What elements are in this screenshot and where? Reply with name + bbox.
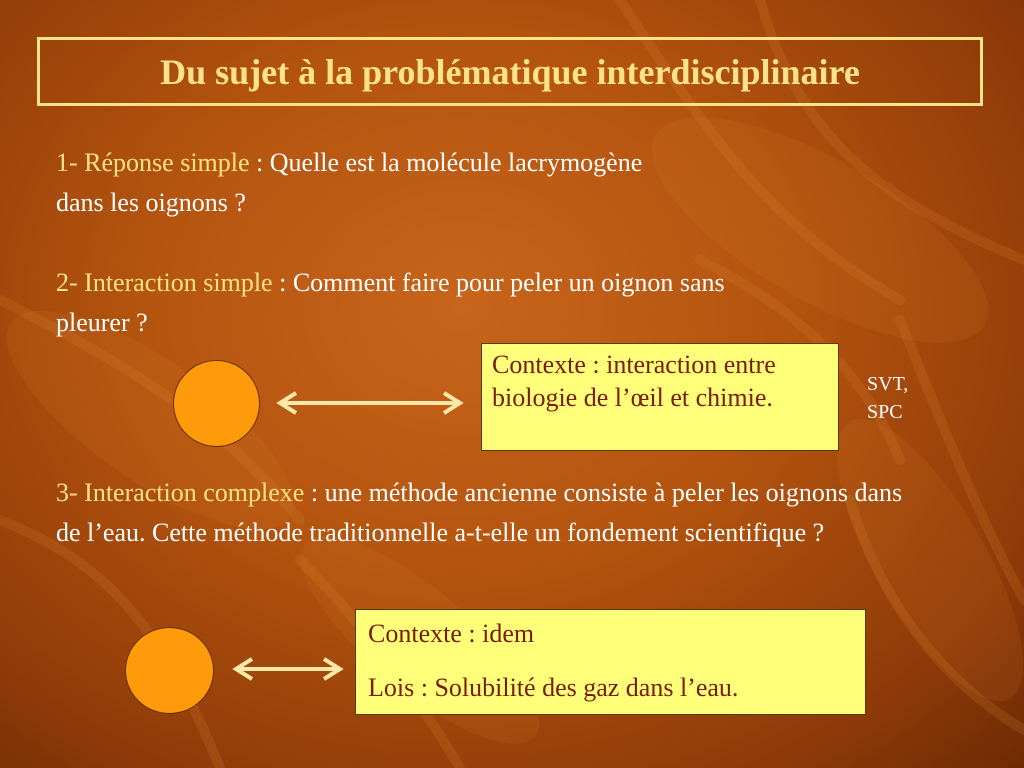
item-1-text: : Quelle est la molécule lacrymogène dans les oignons ? xyxy=(56,148,643,217)
context-box-1-text: Contexte : interaction entre biologie de l’œil et chimie. xyxy=(492,350,776,412)
circle-icon xyxy=(125,627,214,714)
slide-title: Du sujet à la problématique interdisciplinaire xyxy=(160,51,860,92)
item-2-text: : Comment faire pour peler un oignon sans pleurer ? xyxy=(56,268,725,337)
item-3-paragraph xyxy=(56,473,916,553)
circle-icon xyxy=(173,360,260,447)
discipline-label-line-1: SVT, xyxy=(867,373,909,395)
item-1-paragraph xyxy=(56,143,676,223)
item-2-lead: 2- Interaction simple xyxy=(56,268,273,297)
item-3-lead: 3- Interaction complexe xyxy=(56,478,305,507)
double-arrow-icon xyxy=(230,656,346,682)
context-box-1 xyxy=(481,343,839,451)
context-box-2-line-2: Lois : Solubilité des gaz dans l’eau. xyxy=(368,673,739,702)
title-frame xyxy=(37,37,983,106)
context-box-2-line-1: Contexte : idem xyxy=(368,619,535,648)
item-2-paragraph xyxy=(56,263,796,343)
discipline-label-line-2: SPC xyxy=(867,401,903,423)
double-arrow-icon xyxy=(274,390,466,416)
item-3-text: : une méthode ancienne consiste à peler les oignons dans de l’eau. Cette méthode traditionnelle a-t-elle un fondement scientifique ? xyxy=(56,478,903,547)
item-1-lead: 1- Réponse simple xyxy=(56,148,250,177)
discipline-label xyxy=(867,370,947,426)
context-box-2 xyxy=(355,609,866,715)
